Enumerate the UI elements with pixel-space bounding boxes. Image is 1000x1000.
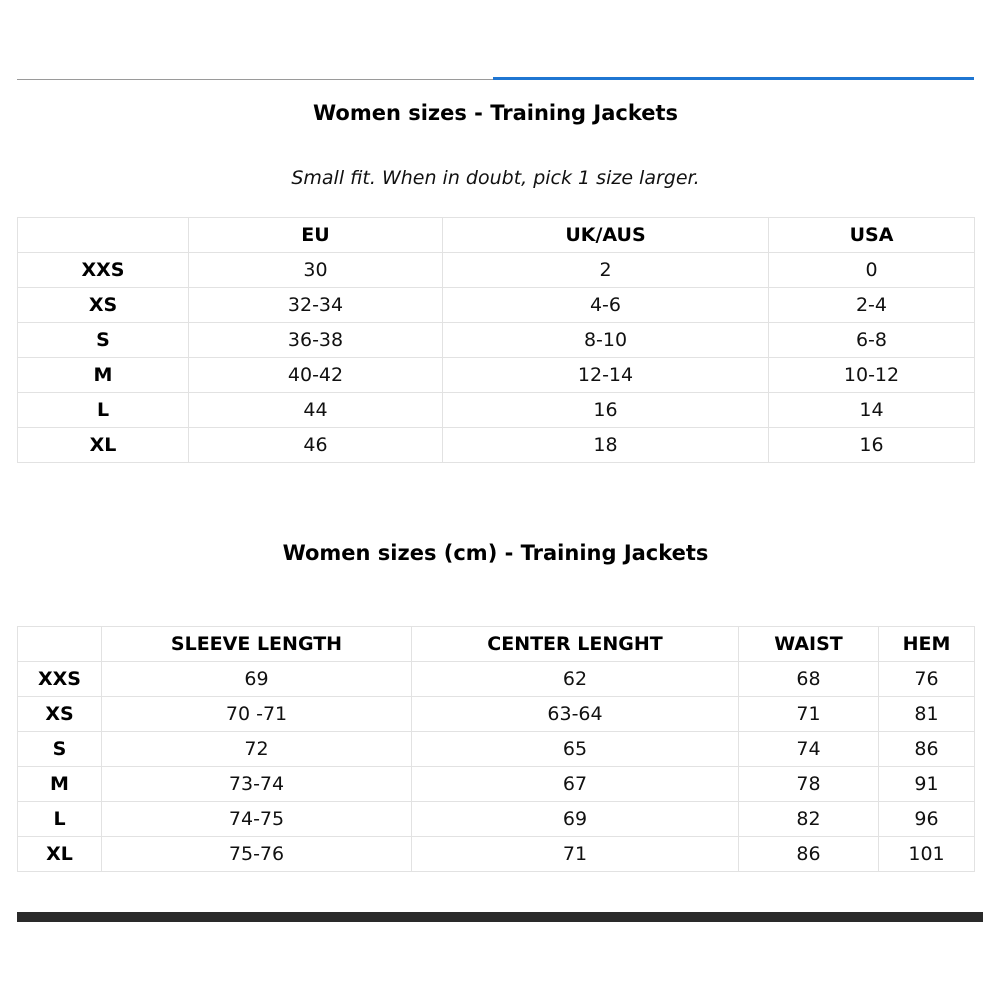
column-header: USA bbox=[769, 218, 975, 253]
row-header: S bbox=[18, 732, 102, 767]
row-header: L bbox=[18, 393, 189, 428]
table-cell: 18 bbox=[443, 428, 769, 463]
table-cell: 69 bbox=[412, 802, 739, 837]
column-header bbox=[18, 218, 189, 253]
table-cell: 74-75 bbox=[102, 802, 412, 837]
table-cell: 2-4 bbox=[769, 288, 975, 323]
table-row bbox=[18, 358, 975, 393]
table-cell: 78 bbox=[739, 767, 879, 802]
table-cell: 16 bbox=[769, 428, 975, 463]
table-cell: 82 bbox=[739, 802, 879, 837]
table-cell: 2 bbox=[443, 253, 769, 288]
measurements-table bbox=[17, 626, 975, 872]
table-cell: 36-38 bbox=[189, 323, 443, 358]
table-row bbox=[18, 428, 975, 463]
table-cell: 68 bbox=[739, 662, 879, 697]
table-cell: 4-6 bbox=[443, 288, 769, 323]
table-cell: 75-76 bbox=[102, 837, 412, 872]
table-header-row bbox=[18, 627, 975, 662]
table-row bbox=[18, 732, 975, 767]
table-cell: 16 bbox=[443, 393, 769, 428]
table-cell: 74 bbox=[739, 732, 879, 767]
tab-underline bbox=[17, 79, 493, 80]
table-cell: 76 bbox=[879, 662, 975, 697]
row-header: XS bbox=[18, 288, 189, 323]
column-header: HEM bbox=[879, 627, 975, 662]
table-row bbox=[18, 288, 975, 323]
table-cell: 86 bbox=[739, 837, 879, 872]
table-cell: 101 bbox=[879, 837, 975, 872]
table-row bbox=[18, 253, 975, 288]
table-cell: 12-14 bbox=[443, 358, 769, 393]
table-cell: 71 bbox=[412, 837, 739, 872]
column-header: SLEEVE LENGTH bbox=[102, 627, 412, 662]
row-header: XXS bbox=[18, 253, 189, 288]
table-cell: 67 bbox=[412, 767, 739, 802]
table-header-row bbox=[18, 218, 975, 253]
column-header: UK/AUS bbox=[443, 218, 769, 253]
table-cell: 62 bbox=[412, 662, 739, 697]
table-cell: 72 bbox=[102, 732, 412, 767]
table-cell: 73-74 bbox=[102, 767, 412, 802]
size-conversion-table bbox=[17, 217, 975, 463]
table-cell: 40-42 bbox=[189, 358, 443, 393]
table-cell: 91 bbox=[879, 767, 975, 802]
table-cell: 32-34 bbox=[189, 288, 443, 323]
footer-bar bbox=[17, 912, 983, 922]
table-cell: 65 bbox=[412, 732, 739, 767]
row-header: XL bbox=[18, 428, 189, 463]
table-cell: 14 bbox=[769, 393, 975, 428]
section2-title: Women sizes (cm) - Training Jackets bbox=[282, 541, 709, 565]
row-header: XL bbox=[18, 837, 102, 872]
row-header: M bbox=[18, 358, 189, 393]
table-cell: 96 bbox=[879, 802, 975, 837]
table-row bbox=[18, 837, 975, 872]
table-row bbox=[18, 697, 975, 732]
section1-title: Women sizes - Training Jackets bbox=[312, 101, 679, 125]
table-cell: 46 bbox=[189, 428, 443, 463]
column-header: EU bbox=[189, 218, 443, 253]
section1-note: Small fit. When in doubt, pick 1 size larger. bbox=[291, 167, 700, 189]
row-header: M bbox=[18, 767, 102, 802]
row-header: L bbox=[18, 802, 102, 837]
table-cell: 70 -71 bbox=[102, 697, 412, 732]
table-row bbox=[18, 393, 975, 428]
column-header: CENTER LENGHT bbox=[412, 627, 739, 662]
table-cell: 69 bbox=[102, 662, 412, 697]
table-cell: 6-8 bbox=[769, 323, 975, 358]
table-cell: 63-64 bbox=[412, 697, 739, 732]
table-cell: 71 bbox=[739, 697, 879, 732]
active-tab-underline bbox=[493, 77, 974, 80]
table-cell: 30 bbox=[189, 253, 443, 288]
table-row bbox=[18, 323, 975, 358]
table-cell: 86 bbox=[879, 732, 975, 767]
table-row bbox=[18, 802, 975, 837]
row-header: XS bbox=[18, 697, 102, 732]
column-header: WAIST bbox=[739, 627, 879, 662]
column-header bbox=[18, 627, 102, 662]
table-cell: 8-10 bbox=[443, 323, 769, 358]
table-cell: 81 bbox=[879, 697, 975, 732]
table-row bbox=[18, 767, 975, 802]
row-header: XXS bbox=[18, 662, 102, 697]
table-cell: 44 bbox=[189, 393, 443, 428]
table-cell: 0 bbox=[769, 253, 975, 288]
table-cell: 10-12 bbox=[769, 358, 975, 393]
table-row bbox=[18, 662, 975, 697]
row-header: S bbox=[18, 323, 189, 358]
